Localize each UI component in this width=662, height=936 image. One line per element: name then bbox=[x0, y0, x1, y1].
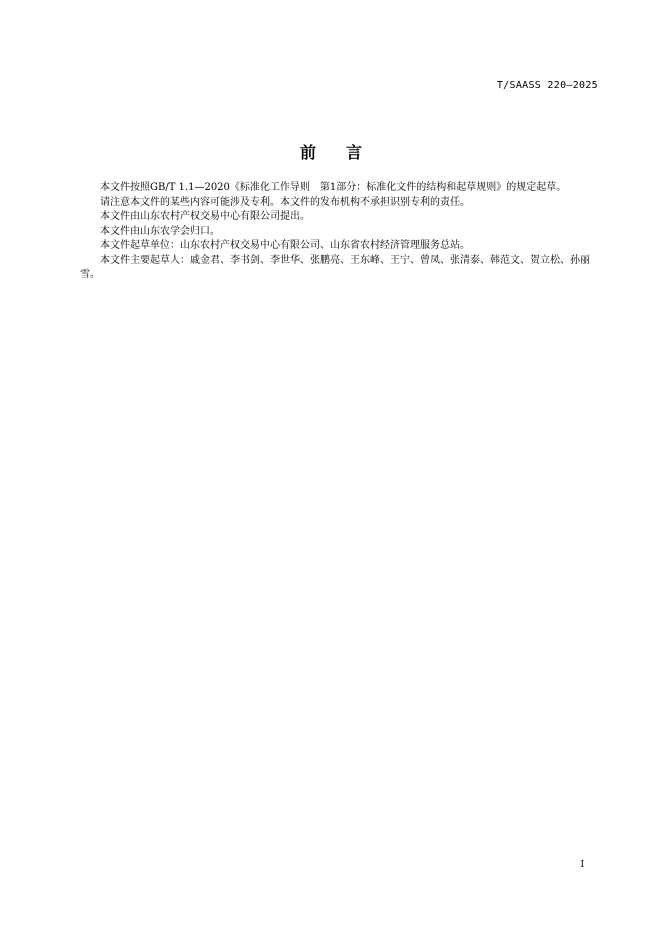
paragraph-proposer: 本文件由山东农村产权交易中心有限公司提出。 bbox=[100, 211, 310, 222]
section-title: 前言 bbox=[299, 143, 392, 162]
page-number: I bbox=[580, 860, 584, 870]
paragraph-centralized-unit: 本文件由山东农学会归口。 bbox=[100, 225, 220, 237]
paragraph-drafters: 本文件主要起草人：戚金君、李书剑、李世华、张鹏亮、王东峰、王宁、曾凤、张清泰、韩范文、贺立松、孙丽雪。 bbox=[80, 254, 590, 280]
paragraph-patent-notice: 请注意本文件的某些内容可能涉及专利。本文件的发布机构不承担识别专利的责任。 bbox=[100, 196, 470, 208]
paragraph-drafting-rules: 本文件按照GB/T 1.1—2020《标准化工作导则 第1部分：标准化文件的结构和起草规则》的规定起草。 bbox=[100, 182, 567, 193]
paragraph-drafting-units: 本文件起草单位：山东农村产权交易中心有限公司、山东省农村经济管理服务总站。 bbox=[100, 240, 470, 251]
foreword-body bbox=[80, 181, 600, 283]
document-code: T/SAASS 220—2025 bbox=[496, 80, 598, 91]
